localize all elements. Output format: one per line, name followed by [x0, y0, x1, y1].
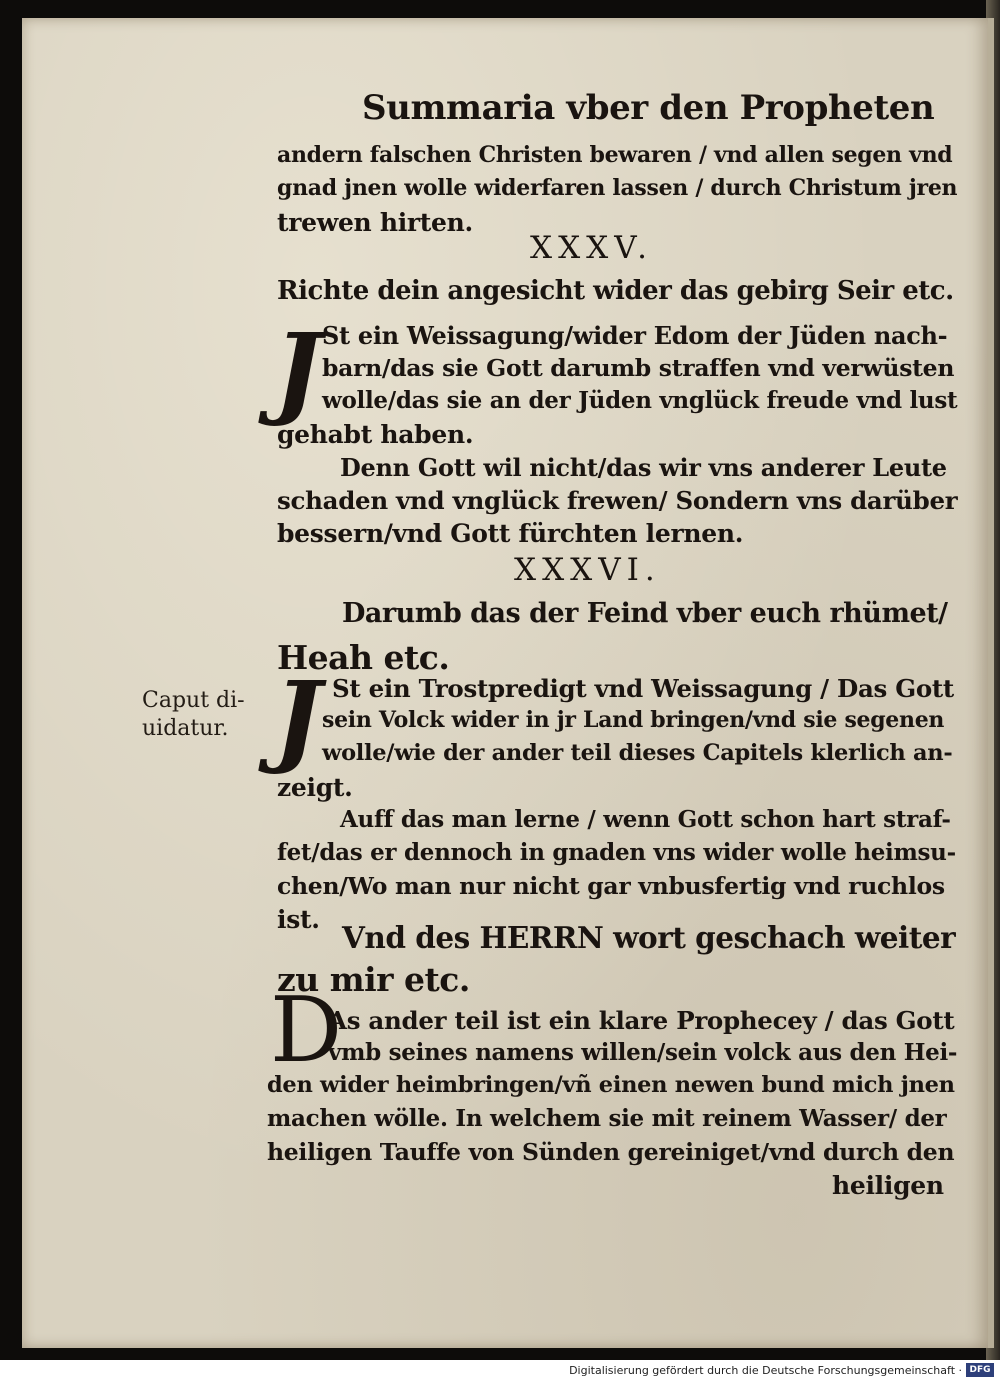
- footer-bar: [0, 1360, 1000, 1381]
- footer-credit: Digitalisierung gefördert durch die Deutsche Forschungsgemeinschaft ·: [569, 1364, 962, 1377]
- catchword: heiligen: [832, 1171, 944, 1200]
- chapter-36-number: XXXVI.: [514, 552, 661, 588]
- ch36-line-4: zeigt.: [277, 773, 353, 802]
- subheading-2: zu mir etc.: [277, 960, 470, 999]
- chapter-36-initial-d: D: [270, 978, 343, 1083]
- chapter-36-initial: J: [274, 659, 322, 777]
- margin-note-line-1: Caput di-: [142, 688, 245, 713]
- ch35-para2-line-3: bessern/vnd Gott fürchten lernen.: [277, 519, 744, 548]
- ch36-para2-line-3: chen/Wo man nur nicht gar vnbusfertig vnd ruchlos: [277, 872, 945, 900]
- ch36-para2-line-1: Auff das man lerne / wenn Gott schon hart straf-: [340, 806, 951, 833]
- ch35-para2-line-2: schaden vnd vnglück frewen/ Sondern vns darüber: [277, 486, 958, 515]
- chapter-35-initial: J: [274, 311, 322, 429]
- ch35-line-3: wolle/das sie an der Jüden vnglück freude vnd lust: [322, 387, 958, 414]
- ch35-line-1: St ein Weissagung/wider Edom der Jüden nach-: [322, 321, 948, 350]
- ch36-para3-line-5: heiligen Tauffe von Sünden gereiniget/vnd durch den: [267, 1138, 955, 1166]
- ch35-line-4: gehabt haben.: [277, 420, 474, 449]
- ch36-line-1: St ein Trostpredigt vnd Weissagung / Das Gott: [332, 674, 954, 703]
- intro-line-2: gnad jnen wolle widerfaren lassen / durch Christum jren: [277, 175, 958, 201]
- ch36-para3-line-4: machen wölle. In welchem sie mit reinem Wasser/ der: [267, 1105, 947, 1132]
- dfg-logo-icon: DFG: [966, 1363, 994, 1377]
- ch36-para2-line-2: fet/das er dennoch in gnaden vns wider wolle heimsu-: [277, 839, 956, 866]
- ch36-para2-line-4: ist.: [277, 905, 320, 934]
- ch35-para2-line-1: Denn Gott wil nicht/das wir vns anderer Leute: [340, 453, 947, 482]
- running-head: Summaria vber den Propheten: [362, 88, 935, 128]
- ch35-line-2: barn/das sie Gott darumb straffen vnd verwüsten: [322, 354, 955, 382]
- intro-line-1: andern falschen Christen bewaren / vnd allen segen vnd: [277, 142, 953, 168]
- ch36-para3-line-2: vmb seines namens willen/sein volck aus den Hei-: [328, 1039, 958, 1066]
- ch36-para3-line-1: As ander teil ist ein klare Prophecey / das Gott: [328, 1006, 955, 1035]
- ch36-line-2: sein Volck wider in jr Land bringen/vnd sie segenen: [322, 707, 945, 733]
- chapter-36-heading-1: Darumb das der Feind vber euch rhümet/: [342, 598, 948, 629]
- chapter-35-heading: Richte dein angesicht wider das gebirg Seir etc.: [277, 276, 954, 306]
- chapter-35-number: XXXV.: [530, 230, 654, 266]
- margin-note-line-2: uidatur.: [142, 716, 229, 741]
- subheading-1: Vnd des HERRN wort geschach weiter: [342, 920, 956, 955]
- ch36-para3-line-3: den wider heimbringen/vñ einen newen bund mich jnen: [267, 1072, 955, 1098]
- ch36-line-3: wolle/wie der ander teil dieses Capitels klerlich an-: [322, 740, 953, 766]
- intro-line-3: trewen hirten.: [277, 208, 473, 237]
- book-page: [22, 18, 994, 1348]
- chapter-36-heading-2: Heah etc.: [277, 638, 450, 677]
